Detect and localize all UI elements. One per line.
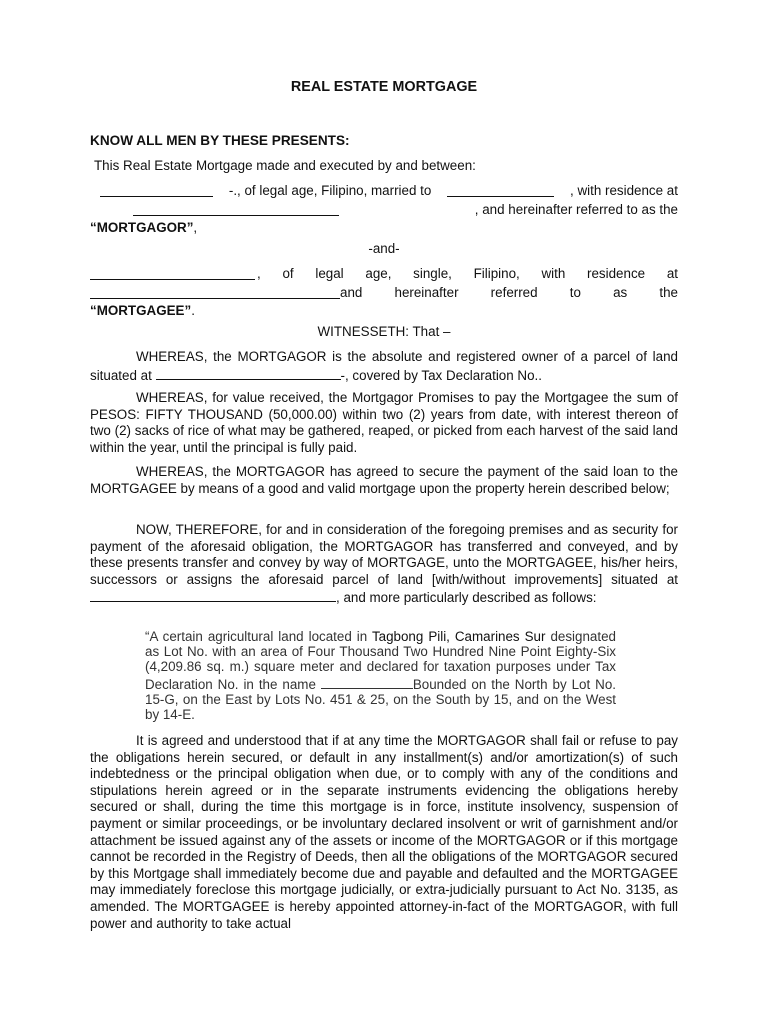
default-clause-paragraph: It is agreed and understood that if at any time the MORTGAGOR shall fail or refuse to pay the obligations herein secured, or default in any installment(s) and/or amortization(s) of such indebtedness or the principal obligation when due, or to comply with any of the conditions and stipulations herein agreed or in the separate instruments evidencing the obligations hereby secured or shall, during the time this mortgage is in force, institute insolvency, suspension of payment or similar proceedings, or be involuntary declared insolvent or writ of garnishment and/or attachment be issued against any of the assets or income of the MORTGAGOR or if this mortgage cannot be recorded in the Registry of Deeds, then all the obligations of the MORTGAGOR secured by this Mortgage shall immediately become due and payable and defaulted and the MORTGAGEE may immediately foreclose this mortgage judicially, or extra-judicially pursuant to Act No. 3135, as amended. The MORTGAGEE is hereby appointed attorney-in-fact of the MORTGAGOR, with full power and authority to take actual [90, 733, 678, 931]
mortgagee-text-a: , of legal age, single, Filipino, with residence at [257, 266, 678, 281]
mortgagor-spouse-blank[interactable] [447, 183, 554, 202]
intro-paragraph: This Real Estate Mortgage made and executed by and between: [94, 158, 476, 173]
now-therefore-paragraph: NOW, THEREFORE, for and in consideration of the foregoing premises and as security for payment of the aforesaid obligation, the MORTGAGOR has transferred and conveyed, and by these presents transfer and convey by way of MORTGAGE, unto the MORTGAGEE, his/her heirs, successors or assigns the aforesaid parcel of land [with/without improvements] situated at , and more particularly described as follows: [90, 522, 678, 606]
mortgagee-label: “MORTGAGEE” [90, 303, 192, 319]
document-heading: KNOW ALL MEN BY THESE PRESENTS: [90, 133, 350, 148]
property-location-blank[interactable] [90, 590, 336, 605]
owner-name-blank[interactable] [321, 677, 413, 692]
and-separator: -and- [368, 241, 400, 256]
whereas-paragraph-2: WHEREAS, for value received, the Mortgagor Promises to pay the Mortgagee the sum of PESOS: FIFTY THOUSAND (50,000.00) within two (2) years from date, with interest thereon of two (2) sacks of rice of what may be gathered, reaped, or picked from each harvest of the said land within the year, until the principal is fully paid. [90, 390, 678, 455]
property-place: Tagbong Pili, Camarines Sur [371, 629, 546, 644]
land-location-blank[interactable] [156, 368, 341, 383]
mortgagee-name-blank[interactable] [90, 266, 255, 285]
mortgagee-paragraph: , of legal age, single, Filipino, with residence at and hereinafter referred to as the “MORTGAGEE”. [90, 266, 678, 319]
mortgagor-label: “MORTGAGOR” [90, 220, 194, 236]
mortgagor-text-c: , and hereinafter referred to as the [474, 201, 678, 217]
mortgagor-residence-blank[interactable] [225, 202, 339, 221]
mortgagor-paragraph: -., of legal age, Filipino, married to , with residence at , and hereinafter referred to as the “MORTGAGOR”, [90, 183, 678, 236]
whereas-paragraph-3: WHEREAS, the MORTGAGOR has agreed to secure the payment of the said loan to the MORTGAGEE by means of a good and valid mortgage upon the property herein described below; [90, 464, 678, 496]
mortgagee-residence-blank[interactable] [90, 285, 340, 304]
witnesseth-line: WITNESSETH: That – [317, 324, 451, 339]
whereas-paragraph-1: WHEREAS, the MORTGAGOR is the absolute and registered owner of a parcel of land situated at -, covered by Tax Declaration No.. [90, 349, 678, 383]
mortgagor-name-blank[interactable] [100, 183, 213, 202]
mortgagee-text-b: and hereinafter referred to as the [340, 284, 678, 300]
mortgagor-text-a: -., of legal age, Filipino, married to [228, 183, 432, 198]
property-description-quote: “A certain agricultural land located in Tagbong Pili, Camarines Sur designated as Lot No. with an area of Four Thousand Two Hundred Nine Point Eighty-Six (4,209.86 sq. m.) square meter and declared for taxation purposes under Tax Declaration No. in the name Bounded on the North by Lot No. 15-G, on the East by Lots No. 451 & 25, on the South by 15, and on the West by 14-E. [145, 629, 616, 723]
mortgagor-text-b: , with residence at [570, 183, 678, 198]
document-title: REAL ESTATE MORTGAGE [290, 79, 478, 95]
